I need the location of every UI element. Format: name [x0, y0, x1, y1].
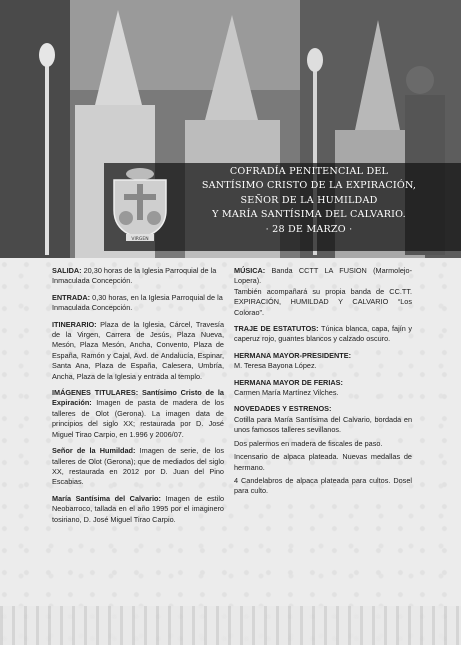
senor-label: Señor de la Humildad: — [52, 446, 136, 456]
imagenes-block — [52, 388, 224, 440]
senor-block — [52, 446, 224, 488]
musica-label: MÚSICA: — [234, 266, 266, 275]
title-line: SANTÍSIMO CRISTO DE LA EXPIRACIÓN, — [201, 180, 417, 192]
maria-label: María Santísima del Calvario: — [52, 493, 161, 503]
hermana-ferias-block — [234, 378, 412, 399]
itinerario-label: ITINERARIO: — [52, 319, 97, 329]
novedades-item: Dos palermos en madera de fiscales de paso. — [234, 438, 383, 448]
hermana-ferias-name: Carmen María Martínez Vilches. — [234, 388, 339, 398]
traje-text: Túnica blanca, capa, fajín y caperuz rojo, guantes blancos y calzado oscuro. — [234, 324, 412, 344]
hermana-presidente-block — [234, 351, 412, 372]
novedades-block — [234, 404, 412, 496]
novedades-item: 4 Candelabros de alpaca plateada para cultos. Dosel para culto. — [234, 475, 412, 496]
salida-block — [52, 266, 224, 287]
crest-label: VIRGEN — [131, 237, 149, 242]
cristo-text: Imagen de pasta de madera de los talleres de Olot (Gerona). La imagen data de principios del siglo XX; restaurada por D. José Miguel Tirao Carpio, en 1.996 y 2006/07. — [52, 398, 224, 439]
novedades-item: Cotilla para María Santísima del Calvario, bordada en unos famosos talleres sevillanos. — [234, 414, 412, 435]
salida-text: 20,30 horas de la Iglesia Parroquial de la Inmaculada Concepción. — [52, 266, 217, 286]
hermana-ferias-label: HERMANA MAYOR DE FERIAS: — [234, 377, 343, 387]
itinerario-text: Plaza de la Iglesia, Cárcel, Travesía de la Virgen, Carrera de Jesús, Plaza Nueva, Mesón, Plaza Mesón, Ancha, Convento, Plaza de España, Ramón y Cajal, Avd. de Andalucía, Espinar, Santa Ana, Plaza de España, Calesera, Umbría, Ancha, Plaza de la Iglesia y entrada al templo. — [52, 319, 224, 381]
novedades-item: Incensario de alpaca plateada. Nuevas medallas de hermano. — [234, 452, 412, 472]
crest-emblem-icon — [108, 166, 172, 242]
decorative-border — [0, 606, 461, 645]
maria-text: Imagen de estilo Neobarroco, tallada en el año 1995 por el imaginero tosiriano, D. José Miguel Tirao Carpio. — [52, 493, 225, 524]
entrada-label: ENTRADA: — [52, 292, 91, 302]
entrada-text: 0,30 horas, en la Iglesia Parroquial de la Inmaculada Concepción. — [52, 292, 223, 313]
novedades-label: NOVEDADES Y ESTRENOS: — [234, 404, 332, 414]
left-column — [52, 266, 224, 531]
traje-label: TRAJE DE ESTATUTOS: — [234, 324, 319, 334]
musica-text: Banda CCTT LA FUSION (Marmolejo-Lopera). — [234, 266, 413, 286]
entrada-block — [52, 293, 224, 314]
hermana-presidente-name: M. Teresa Bayona López. — [234, 361, 317, 371]
imagenes-label: IMÁGENES TITULARES: — [52, 388, 139, 398]
musica-block — [234, 266, 412, 318]
title-line: SEÑOR DE LA HUMILDAD — [240, 194, 378, 206]
cristo-label: Santísimo Cristo de la Expiración: — [52, 388, 224, 408]
title-date: · 28 DE MARZO · — [265, 223, 353, 235]
senor-text: Imagen de serie, de los talleres de Olot (Gerona); que de mediados del siglo XX, restaurada en 2012 por D. Juan del Pino Escabias. — [52, 446, 224, 487]
maria-block — [52, 494, 224, 525]
title-line: Y MARÍA SANTÍSIMA DEL CALVARIO. — [212, 209, 406, 221]
header-title — [178, 165, 440, 237]
salida-label: SALIDA: — [52, 266, 82, 275]
title-line: COFRADÍA PENITENCIAL DEL — [229, 166, 389, 177]
musica-text-2: También acompañará su propia banda de CC.TT. EXPIRACIÓN, HUMILDAD Y CALVARIO “Los Colorao”. — [234, 286, 412, 317]
hermana-presidente-label: HERMANA MAYOR-PRESIDENTE: — [234, 350, 352, 360]
itinerario-block — [52, 320, 224, 382]
traje-block — [234, 324, 412, 345]
right-column — [234, 266, 412, 503]
